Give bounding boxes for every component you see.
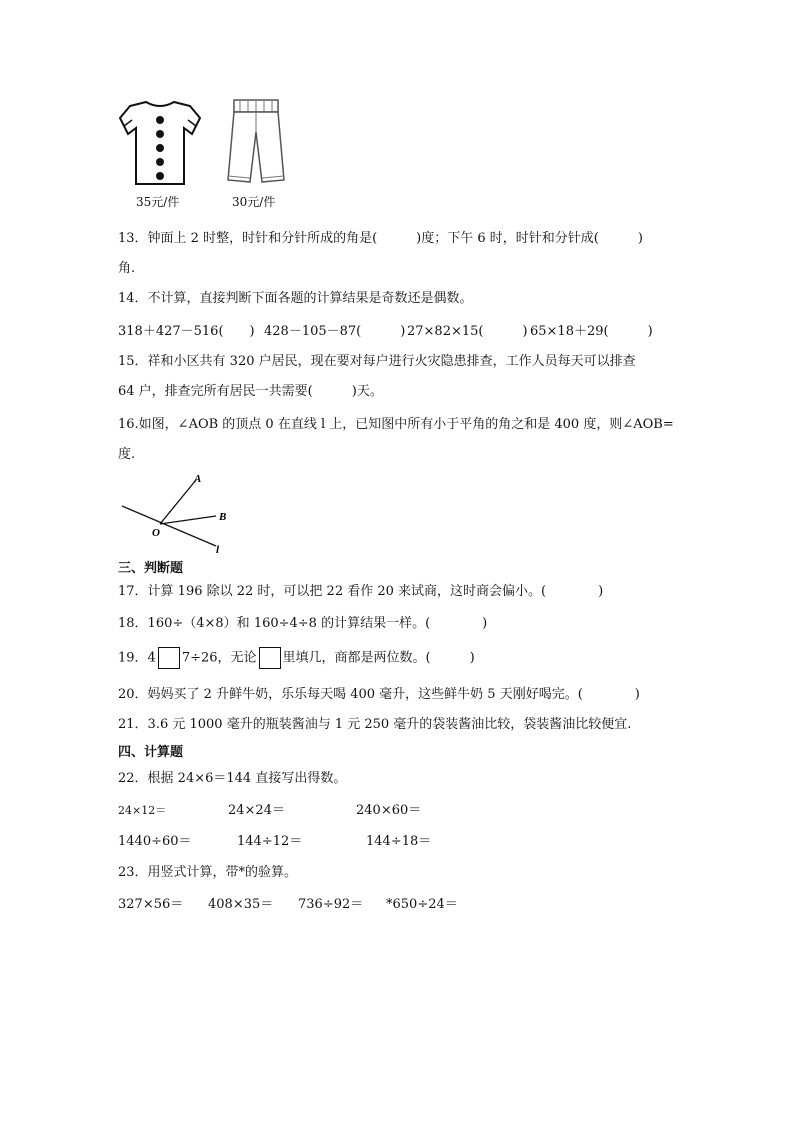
- section-3-heading: 三、判断题: [118, 561, 184, 576]
- question-23-item-2: 408×35＝: [208, 897, 274, 912]
- question-23-item-1: 327×56＝: [118, 897, 184, 912]
- label-b: B: [219, 511, 227, 523]
- question-15-line1: 15．祥和小区共有 320 户居民，现在要对每户进行火灾隐患排查，工作人员每天可以排查: [118, 354, 636, 369]
- angle-diagram: [118, 470, 248, 555]
- question-13-line1: 13．钟面上 2 时整，时针和分针所成的角是( )度；下午 6 时，时针和分针成( ): [118, 231, 643, 246]
- question-17: 17．计算 196 除以 22 时，可以把 22 看作 20 来试商，这时商会偏小。( ): [118, 584, 604, 599]
- question-22-item-1: 24×12＝: [118, 804, 167, 817]
- section-4-heading: 四、计算题: [118, 745, 184, 760]
- question-14-text: 14．不计算，直接判断下面各题的计算结果是奇数还是偶数。: [118, 291, 473, 306]
- question-13-line2: 角.: [118, 261, 136, 276]
- question-22-item-6: 144÷18＝: [366, 834, 432, 849]
- question-15-line2: 64 户，排查完所有居民一共需要( )天。: [118, 384, 383, 399]
- question-22-item-5: 144÷12＝: [237, 834, 303, 849]
- question-23-item-4: *650÷24＝: [386, 897, 458, 912]
- question-23-item-3: 736÷92＝: [298, 897, 364, 912]
- pants-figure: [222, 96, 292, 190]
- question-19-part-b: 7÷26，无论: [181, 650, 257, 666]
- question-19-part-c: 里填几，商都是两位数。( ): [282, 650, 475, 666]
- question-20: 20．妈妈买了 2 升鲜牛奶，乐乐每天喝 400 毫升，这些鲜牛奶 5 天刚好喝完。( ): [118, 687, 640, 702]
- question-22-item-3: 240×60＝: [356, 803, 422, 818]
- question-14-item-4: 65×18＋29( ): [530, 324, 653, 339]
- label-a: A: [194, 473, 202, 485]
- blank-box-2: [259, 647, 281, 669]
- question-22-title: 22．根据 24×6＝144 直接写出得数。: [118, 771, 347, 786]
- shirt-figure: [118, 98, 202, 188]
- question-23-title: 23．用竖式计算，带*的验算。: [118, 865, 298, 880]
- blank-box-1: [158, 647, 180, 669]
- shirt-price: 35元/件: [136, 195, 180, 209]
- question-16-line2: 度.: [118, 447, 136, 462]
- question-22-item-4: 1440÷60＝: [118, 834, 192, 849]
- question-21: 21．3.6 元 1000 毫升的瓶装酱油与 1 元 250 毫升的袋装酱油比较，袋装酱油比较便宜.: [118, 717, 632, 732]
- question-19: [118, 647, 475, 669]
- question-14-item-1: 318＋427－516( ): [118, 324, 255, 339]
- question-16-line1: 16.如图，∠AOB 的顶点 0 在直线 l 上，已知图中所有小于平角的角之和是 400 度，则∠AOB=: [118, 417, 674, 432]
- question-22-item-2: 24×24＝: [228, 803, 285, 818]
- question-14-item-2: 428－105－87( ): [264, 324, 406, 339]
- question-14-item-3: 27×82×15( ): [407, 324, 528, 339]
- label-o: O: [152, 527, 160, 539]
- pants-price: 30元/件: [232, 195, 276, 209]
- question-18: 18．160÷（4×8）和 160÷4÷8 的计算结果一样。( ): [118, 616, 488, 631]
- question-19-part-a: 19．4: [118, 650, 156, 666]
- label-l: l: [216, 544, 220, 555]
